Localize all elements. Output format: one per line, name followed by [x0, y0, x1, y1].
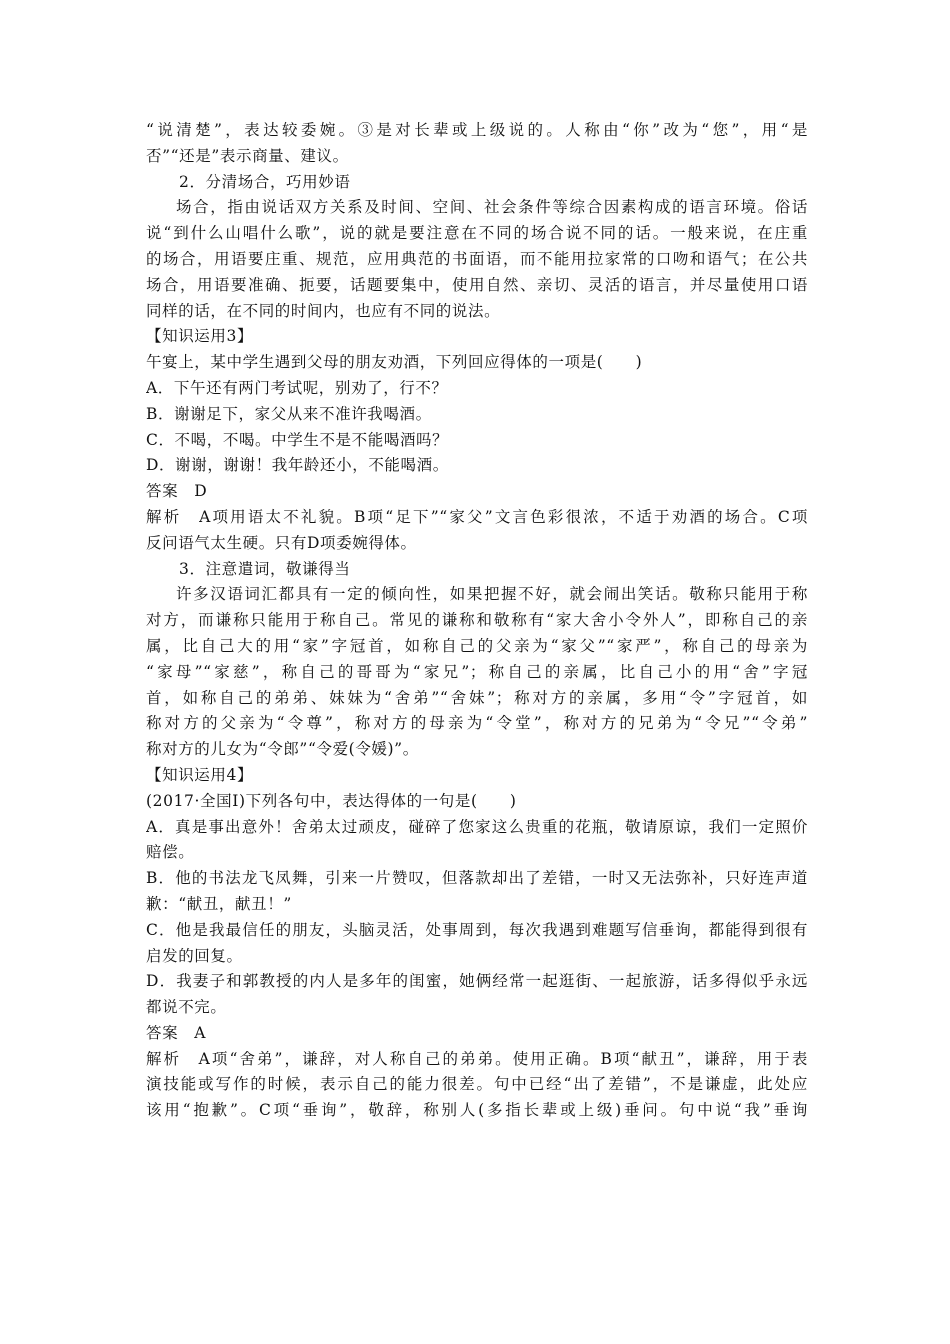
paragraph-line: 同样的话，在不同的时间内，也应有不同的说法。 [146, 301, 501, 320]
paragraph-line: 对方，而谦称只能用于称自己。常见的谦称和敬称有“家大舍小令外人”，即称自己的亲 [146, 611, 808, 630]
paragraph-line: 称对方的父亲为“令尊”，称对方的母亲为“令堂”，称对方的兄弟为“令兄”“令弟” [146, 714, 808, 733]
analysis-line: 该用“抱歉”。C项“垂询”，敬辞，称别人(多指长辈或上级)垂问。句中说“我”垂询 [146, 1101, 808, 1120]
option-b-cont: 歉：“献丑，献丑！” [146, 894, 292, 913]
section-heading: 3．注意遣词，敬谦得当 [179, 559, 351, 578]
analysis-line: 反问语气太生硬。只有D项委婉得体。 [146, 533, 417, 552]
paragraph-line: 场合，指由说话双方关系及时间、空间、社会条件等综合因素构成的语言环境。俗话 [176, 198, 808, 217]
section-heading: 2．分清场合，巧用妙语 [179, 172, 351, 191]
option-b: B．他的书法龙飞凤舞，引来一片赞叹，但落款却出了差错，一时又无法弥补，只好连声道 [146, 869, 808, 888]
option-a: A．真是事出意外！舍弟太过顽皮，碰碎了您家这么贵重的花瓶，敬请原谅，我们一定照价 [146, 817, 808, 836]
question-stem: 午宴上，某中学生遇到父母的朋友劝酒，下列回应得体的一项是( ) [146, 353, 643, 372]
paragraph-line: “说清楚”，表达较委婉。③是对长辈或上级说的。人称由“你”改为“您”，用“是 [146, 121, 808, 139]
paragraph-line: 属，比自己大的用“家”字冠首，如称自己的父亲为“家父”“家严”，称自己的母亲为 [146, 636, 808, 655]
paragraph-line: 的场合，用语要庄重、规范，应用典范的书面语，而不能用拉家常的口吻和语气；在公共 [146, 249, 808, 268]
analysis-line: 解析 A项“舍弟”，谦辞，对人称自己的弟弟。使用正确。B项“献丑”，谦辞，用于表 [146, 1049, 808, 1068]
option-c: C．不喝，不喝。中学生不是不能喝酒吗？ [146, 430, 449, 449]
option-c: C．他是我最信任的朋友，头脑灵活，处事周到，每次我遇到难题写信垂询，都能得到很有 [146, 920, 808, 939]
paragraph-line: “家母”“家慈”，称自己的哥哥为“家兄”；称自己的亲属，比自己小的用“舍”字冠 [146, 662, 808, 681]
question-stem: (2017·全国Ⅰ)下列各句中，表达得体的一句是( ) [146, 791, 517, 810]
paragraph-line: 首，如称自己的弟弟、妹妹为“舍弟”“舍妹”；称对方的亲属，多用“令”字冠首，如 [146, 688, 808, 707]
option-a-cont: 赔偿。 [146, 843, 195, 862]
paragraph-line: 场合，用语要准确、扼要，话题要集中，使用自然、亲切、灵活的语言，并尽量使用口语 [146, 275, 808, 294]
paragraph-line: 称对方的儿女为“令郎”“令爱(令媛)”。 [146, 740, 419, 759]
option-a: A．下午还有两门考试呢，别劝了，行不？ [146, 378, 448, 397]
answer-line: 答案 D [146, 482, 208, 501]
exercise-heading: 【知识运用3】 [146, 327, 254, 346]
paragraph-line: 说“到什么山唱什么歌”，说的就是要注意在不同的场合说不同的话。一般来说，在庄重 [146, 224, 808, 243]
document-page [146, 118, 808, 1124]
analysis-line: 演技能或写作的时候，表示自己的能力很差。句中已经“出了差错”，不是谦虚，此处应 [146, 1075, 808, 1094]
paragraph-line: 许多汉语词汇都具有一定的倾向性，如果把握不好，就会闹出笑话。敬称只能用于称 [176, 585, 808, 604]
answer-line: 答案 A [146, 1023, 207, 1042]
exercise-heading: 【知识运用4】 [146, 765, 254, 784]
option-c-cont: 启发的回复。 [146, 946, 243, 965]
option-d: D．我妻子和郭教授的内人是多年的闺蜜，她俩经常一起逛街、一起旅游，话多得似乎永远 [146, 972, 808, 991]
option-d: D．谢谢，谢谢！我年龄还小，不能喝酒。 [146, 456, 449, 475]
option-d-cont: 都说不完。 [146, 998, 227, 1017]
paragraph-line: 否”“还是”表示商量、建议。 [146, 146, 349, 165]
analysis-line: 解析 A项用语太不礼貌。B项“足下”“家父”文言色彩很浓，不适于劝酒的场合。C项 [146, 507, 808, 526]
option-b: B．谢谢足下，家父从来不准许我喝酒。 [146, 404, 432, 423]
